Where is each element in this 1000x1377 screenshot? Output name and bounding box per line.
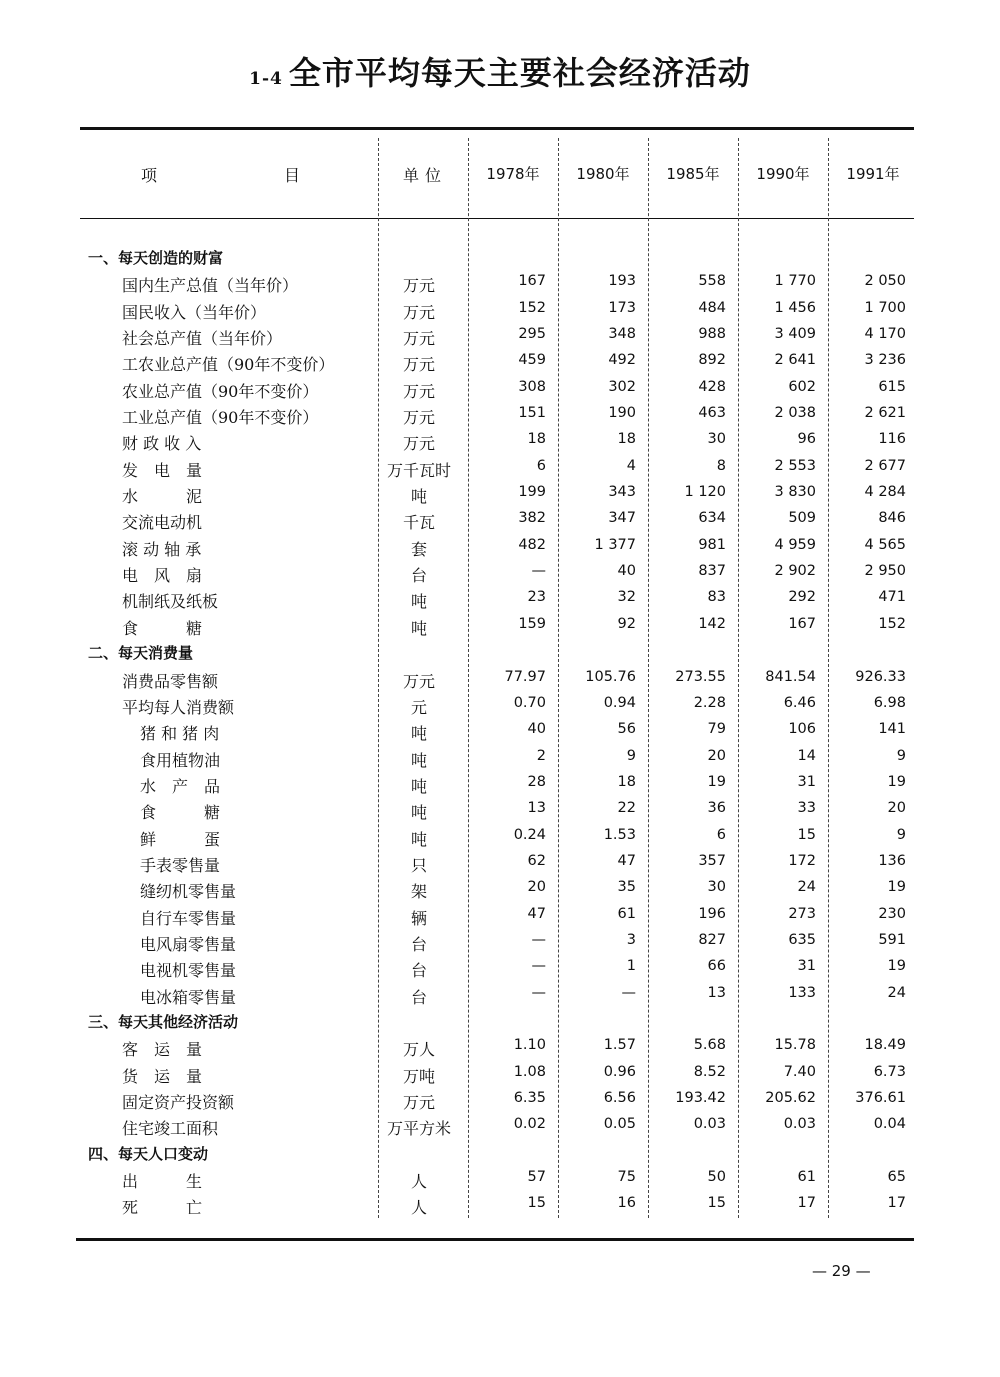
table-row xyxy=(80,929,914,955)
table-row xyxy=(80,1192,914,1218)
cell-value: 0.02 xyxy=(513,1116,546,1133)
row-label: 滚 动 轴 承 xyxy=(122,539,202,559)
table-row xyxy=(80,903,914,929)
row-unit: 万吨 xyxy=(402,1066,435,1086)
table-row xyxy=(80,1166,914,1192)
cell-value: 193 xyxy=(608,273,636,290)
cell-value: 382 xyxy=(518,510,546,527)
cell-value: 167 xyxy=(788,615,816,632)
table-row xyxy=(80,797,914,823)
cell-value: 15 xyxy=(707,1195,726,1212)
section-heading: 三、每天其他经济活动 xyxy=(88,1012,239,1031)
cell-value: 1.57 xyxy=(603,1037,636,1054)
cell-value: 3 xyxy=(626,931,636,948)
cell-value: 61 xyxy=(797,1169,816,1186)
cell-value: 79 xyxy=(707,721,726,738)
cell-value: 33 xyxy=(797,800,816,817)
cell-value: 292 xyxy=(788,589,816,606)
cell-value: 4 170 xyxy=(864,326,906,343)
row-label: 缝纫机零售量 xyxy=(140,882,237,902)
header-item-label-b: 目 xyxy=(284,166,301,185)
row-unit: 台 xyxy=(410,566,427,586)
cell-value: 0.96 xyxy=(603,1063,636,1080)
cell-value: 302 xyxy=(608,378,636,395)
table-row xyxy=(80,402,914,428)
cell-value: 1 377 xyxy=(594,536,636,553)
table-row xyxy=(80,586,914,612)
section-row xyxy=(80,1008,914,1034)
row-label: 农业总产值（90年不变价） xyxy=(122,381,319,401)
cell-value: 0.04 xyxy=(873,1116,906,1133)
cell-value: 6.46 xyxy=(783,694,816,711)
row-unit: 万元 xyxy=(402,1093,435,1112)
row-label: 机制纸及纸板 xyxy=(122,592,219,612)
table-row xyxy=(80,349,914,375)
cell-value: 66 xyxy=(707,958,726,975)
cell-value: 635 xyxy=(788,931,816,948)
cell-value: — xyxy=(531,931,546,948)
cell-value: 348 xyxy=(608,326,636,343)
cell-value: 105.76 xyxy=(585,668,636,685)
cell-value: 31 xyxy=(797,773,816,790)
table-row xyxy=(80,824,914,850)
cell-value: 142 xyxy=(698,615,726,632)
cell-value: 152 xyxy=(518,299,546,316)
row-unit: 万元 xyxy=(402,434,435,454)
cell-value: 152 xyxy=(878,615,906,632)
table-row xyxy=(80,481,914,507)
table-row xyxy=(80,771,914,797)
row-label: 食 糖 xyxy=(140,803,221,823)
cell-value: 3 830 xyxy=(774,484,816,501)
cell-value: 0.03 xyxy=(693,1116,726,1133)
cell-value: 19 xyxy=(887,879,906,896)
cell-value: 19 xyxy=(707,773,726,790)
row-label: 水 产 品 xyxy=(140,776,221,796)
cell-value: 463 xyxy=(698,405,726,422)
row-label: 财 政 收 入 xyxy=(122,434,202,454)
table-row xyxy=(80,323,914,349)
cell-value: 173 xyxy=(608,299,636,316)
row-unit: 套 xyxy=(410,539,427,559)
row-unit: 辆 xyxy=(410,908,427,928)
header-year-1991: 1991年 xyxy=(846,165,900,183)
section-row xyxy=(80,639,914,665)
cell-value: 492 xyxy=(608,352,636,369)
section-row xyxy=(80,1140,914,1166)
cell-value: 837 xyxy=(698,563,726,580)
table-row xyxy=(80,850,914,876)
cell-value: 18.49 xyxy=(864,1037,906,1054)
cell-value: 295 xyxy=(518,326,546,343)
cell-value: 4 284 xyxy=(864,484,906,501)
header-year-1978: 1978年 xyxy=(486,165,540,183)
header-year-1985: 1985年 xyxy=(666,165,720,183)
row-label: 货 运 量 xyxy=(122,1066,203,1086)
row-label: 出 生 xyxy=(122,1172,203,1192)
cell-value: 17 xyxy=(797,1195,816,1212)
cell-value: 30 xyxy=(707,879,726,896)
section-row xyxy=(80,244,914,270)
cell-value: 15 xyxy=(527,1195,546,1212)
table-row xyxy=(80,876,914,902)
row-unit: 万元 xyxy=(402,355,435,375)
row-unit: 吨 xyxy=(410,829,427,849)
row-label: 食 糖 xyxy=(122,618,203,638)
cell-value: 18 xyxy=(617,773,636,790)
row-unit: 吨 xyxy=(410,724,427,744)
cell-value: 141 xyxy=(878,721,906,738)
cell-value: 6.35 xyxy=(513,1090,546,1106)
cell-value: 77.97 xyxy=(504,668,546,685)
table-row xyxy=(80,428,914,454)
cell-value: 1 456 xyxy=(774,299,816,316)
cell-value: 2 553 xyxy=(774,457,816,474)
cell-value: 343 xyxy=(608,484,636,501)
cell-value: 602 xyxy=(788,378,816,395)
cell-value: 591 xyxy=(878,931,906,948)
row-unit: 吨 xyxy=(410,750,427,770)
cell-value: 50 xyxy=(707,1169,726,1186)
table-row xyxy=(80,955,914,981)
cell-value: 15 xyxy=(797,826,816,843)
cell-value: 18 xyxy=(527,431,546,448)
row-unit: 吨 xyxy=(410,487,427,507)
cell-value: 30 xyxy=(707,431,726,448)
table-row xyxy=(80,982,914,1008)
cell-value: 2.28 xyxy=(693,694,726,711)
cell-value: 190 xyxy=(608,405,636,422)
cell-value: 4 xyxy=(626,457,636,474)
cell-value: 106 xyxy=(788,721,816,738)
table-row xyxy=(80,534,914,560)
cell-value: 47 xyxy=(617,852,636,869)
cell-value: 484 xyxy=(698,299,726,316)
cell-value: 3 236 xyxy=(864,352,906,369)
cell-value: 16 xyxy=(617,1195,636,1212)
cell-value: 2 950 xyxy=(864,563,906,580)
cell-value: 23 xyxy=(527,589,546,606)
cell-value: 482 xyxy=(518,536,546,553)
cell-value: 196 xyxy=(698,905,726,922)
row-label: 社会总产值（当年价） xyxy=(122,329,283,349)
cell-value: 846 xyxy=(878,510,906,527)
cell-value: 15.78 xyxy=(774,1037,816,1054)
cell-value: 1 770 xyxy=(774,273,816,290)
cell-value: 13 xyxy=(707,984,726,1001)
row-unit: 吨 xyxy=(410,592,427,612)
cell-value: 151 xyxy=(518,405,546,422)
header-year-1980: 1980年 xyxy=(576,165,630,183)
cell-value: 31 xyxy=(797,958,816,975)
header-year-1990: 1990年 xyxy=(756,165,810,183)
table-row xyxy=(80,666,914,692)
row-label: 消费品零售额 xyxy=(122,671,219,691)
page-number: — 29 — xyxy=(812,1262,871,1280)
cell-value: 6 xyxy=(716,826,726,843)
table-row xyxy=(80,745,914,771)
cell-value: 459 xyxy=(518,352,546,369)
table-row xyxy=(80,1113,914,1139)
cell-value: — xyxy=(531,563,546,580)
cell-value: 167 xyxy=(518,273,546,290)
section-heading: 一、每天创造的财富 xyxy=(88,249,224,267)
cell-value: 116 xyxy=(878,431,906,448)
cell-value: 988 xyxy=(698,326,726,343)
cell-value: 0.94 xyxy=(603,694,636,711)
bottom-rule xyxy=(76,1238,914,1241)
cell-value: 40 xyxy=(617,563,636,580)
table-row xyxy=(80,718,914,744)
cell-value: 376.61 xyxy=(855,1090,906,1106)
cell-value: 347 xyxy=(608,510,636,527)
cell-value: 8 xyxy=(716,457,726,474)
cell-value: 35 xyxy=(617,879,636,896)
top-rule xyxy=(80,127,914,130)
cell-value: 615 xyxy=(878,378,906,395)
cell-value: 205.62 xyxy=(765,1090,816,1106)
table-row xyxy=(80,613,914,639)
row-label: 水 泥 xyxy=(122,487,203,507)
cell-value: 136 xyxy=(878,852,906,869)
row-unit: 吨 xyxy=(410,618,427,638)
table-row xyxy=(80,560,914,586)
header-rule xyxy=(80,218,914,219)
cell-value: 0.05 xyxy=(603,1116,636,1133)
cell-value: 20 xyxy=(707,747,726,764)
table-row xyxy=(80,270,914,296)
cell-value: 172 xyxy=(788,852,816,869)
cell-value: 509 xyxy=(788,510,816,527)
cell-value: 308 xyxy=(518,378,546,395)
cell-value: 19 xyxy=(887,958,906,975)
row-unit: 万元 xyxy=(402,671,435,691)
row-label: 手表零售量 xyxy=(140,855,221,875)
row-unit: 人 xyxy=(410,1198,427,1218)
cell-value: 1 120 xyxy=(684,484,726,501)
cell-value: 62 xyxy=(527,852,546,869)
cell-value: 2 038 xyxy=(774,405,816,422)
cell-value: 61 xyxy=(617,905,636,922)
row-unit: 架 xyxy=(410,882,427,902)
row-label: 电 风 扇 xyxy=(122,566,203,586)
row-label: 客 运 量 xyxy=(122,1040,203,1060)
row-unit: 只 xyxy=(410,855,427,875)
cell-value: 24 xyxy=(887,984,906,1001)
cell-value: 40 xyxy=(527,721,546,738)
cell-value: 273 xyxy=(788,905,816,922)
table-row xyxy=(80,1034,914,1060)
cell-value: 6.73 xyxy=(873,1063,906,1080)
row-unit: 人 xyxy=(410,1172,427,1192)
table-row xyxy=(80,507,914,533)
cell-value: 892 xyxy=(698,352,726,369)
table-row xyxy=(80,1087,914,1113)
cell-value: 6.98 xyxy=(873,694,906,711)
cell-value: 57 xyxy=(527,1169,546,1186)
cell-value: 357 xyxy=(698,852,726,869)
row-label: 工业总产值（90年不变价） xyxy=(122,408,319,428)
row-label: 发 电 量 xyxy=(122,460,203,480)
row-label: 猪 和 猪 肉 xyxy=(140,724,220,744)
cell-value: 24 xyxy=(797,879,816,896)
cell-value: 841.54 xyxy=(765,668,816,685)
cell-value: 634 xyxy=(698,510,726,527)
cell-value: — xyxy=(531,984,546,1001)
cell-value: 558 xyxy=(698,273,726,290)
cell-value: 9 xyxy=(896,747,906,764)
cell-value: 47 xyxy=(527,905,546,922)
section-heading: 二、每天消费量 xyxy=(88,644,194,663)
header-unit: 单位 xyxy=(402,166,447,185)
row-label: 死 亡 xyxy=(122,1198,203,1218)
cell-value: 2 641 xyxy=(774,352,816,369)
cell-value: 0.03 xyxy=(783,1116,816,1133)
table-row xyxy=(80,376,914,402)
cell-value: 1 xyxy=(626,958,636,975)
row-label: 自行车零售量 xyxy=(140,908,237,928)
cell-value: 4 565 xyxy=(864,536,906,553)
cell-value: 3 409 xyxy=(774,326,816,343)
cell-value: — xyxy=(531,958,546,975)
cell-value: 981 xyxy=(698,536,726,553)
row-unit: 万元 xyxy=(402,276,435,296)
cell-value: 75 xyxy=(617,1169,636,1186)
cell-value: 8.52 xyxy=(693,1063,726,1080)
cell-value: 0.24 xyxy=(513,826,546,843)
cell-value: 20 xyxy=(887,800,906,817)
cell-value: 1 700 xyxy=(864,299,906,316)
row-label: 国民收入（当年价） xyxy=(122,302,267,322)
row-label: 交流电动机 xyxy=(122,513,203,533)
cell-value: 28 xyxy=(527,773,546,790)
page-title xyxy=(0,48,1000,94)
row-unit: 千瓦 xyxy=(402,513,435,533)
cell-value: 1.53 xyxy=(603,826,636,843)
cell-value: 199 xyxy=(518,484,546,501)
row-label: 固定资产投资额 xyxy=(122,1093,235,1112)
cell-value: 2 050 xyxy=(864,273,906,290)
row-label: 食用植物油 xyxy=(140,750,221,770)
cell-value: 273.55 xyxy=(675,668,726,685)
cell-value: 92 xyxy=(617,615,636,632)
row-label: 平均每人消费额 xyxy=(122,697,235,717)
row-unit: 元 xyxy=(410,697,427,717)
cell-value: 22 xyxy=(617,800,636,817)
data-table xyxy=(80,244,914,1219)
cell-value: 1.08 xyxy=(513,1063,546,1080)
cell-value: 96 xyxy=(797,431,816,448)
cell-value: 13 xyxy=(527,800,546,817)
row-label: 住宅竣工面积 xyxy=(122,1119,219,1139)
cell-value: 4 959 xyxy=(774,536,816,553)
row-unit: 万人 xyxy=(402,1040,435,1060)
cell-value: 17 xyxy=(887,1195,906,1212)
cell-value: 2 621 xyxy=(864,405,906,422)
row-unit: 吨 xyxy=(410,776,427,796)
cell-value: 471 xyxy=(878,589,906,606)
row-label: 工农业总产值（90年不变价） xyxy=(122,355,335,375)
row-label: 鲜 蛋 xyxy=(140,829,221,849)
cell-value: — xyxy=(621,984,636,1001)
row-unit: 万千瓦时 xyxy=(386,460,451,480)
section-heading: 四、每天人口变动 xyxy=(88,1144,209,1163)
cell-value: 133 xyxy=(788,984,816,1001)
table-title: 全市平均每天主要社会经济活动 xyxy=(288,54,751,92)
table-row xyxy=(80,1061,914,1087)
cell-value: 5.68 xyxy=(693,1037,726,1054)
cell-value: 0.70 xyxy=(513,694,546,711)
cell-value: 65 xyxy=(887,1169,906,1186)
cell-value: 6 xyxy=(536,457,546,474)
cell-value: 20 xyxy=(527,879,546,896)
cell-value: 32 xyxy=(617,589,636,606)
cell-value: 230 xyxy=(878,905,906,922)
row-label: 电视机零售量 xyxy=(140,961,237,981)
row-label: 国内生产总值（当年价） xyxy=(122,276,299,296)
cell-value: 14 xyxy=(797,747,816,764)
table-row xyxy=(80,297,914,323)
row-unit: 万元 xyxy=(402,329,435,349)
table-number: 1-4 xyxy=(249,69,283,89)
cell-value: 2 677 xyxy=(864,457,906,474)
cell-value: 2 xyxy=(536,747,546,764)
row-unit: 台 xyxy=(410,961,427,981)
cell-value: 1.10 xyxy=(513,1037,546,1054)
cell-value: 428 xyxy=(698,378,726,395)
cell-value: 18 xyxy=(617,431,636,448)
row-unit: 万元 xyxy=(402,381,435,401)
row-unit: 吨 xyxy=(410,803,427,823)
header-item-label-a: 项 xyxy=(141,166,158,185)
cell-value: 193.42 xyxy=(675,1090,726,1106)
cell-value: 926.33 xyxy=(855,668,906,685)
cell-value: 7.40 xyxy=(783,1063,816,1080)
cell-value: 159 xyxy=(518,615,546,632)
table-row xyxy=(80,455,914,481)
row-unit: 台 xyxy=(410,934,427,954)
row-unit: 万元 xyxy=(402,408,435,428)
cell-value: 56 xyxy=(617,721,636,738)
row-unit: 台 xyxy=(410,987,427,1007)
cell-value: 6.56 xyxy=(603,1090,636,1106)
cell-value: 2 902 xyxy=(774,563,816,580)
cell-value: 83 xyxy=(707,589,726,606)
row-label: 电风扇零售量 xyxy=(140,934,237,954)
row-unit: 万平方米 xyxy=(386,1119,451,1139)
cell-value: 36 xyxy=(707,800,726,817)
table-row xyxy=(80,692,914,718)
cell-value: 827 xyxy=(698,931,726,948)
cell-value: 19 xyxy=(887,773,906,790)
row-label: 电冰箱零售量 xyxy=(140,987,237,1007)
cell-value: 9 xyxy=(896,826,906,843)
row-unit: 万元 xyxy=(402,302,435,322)
cell-value: 9 xyxy=(626,747,636,764)
